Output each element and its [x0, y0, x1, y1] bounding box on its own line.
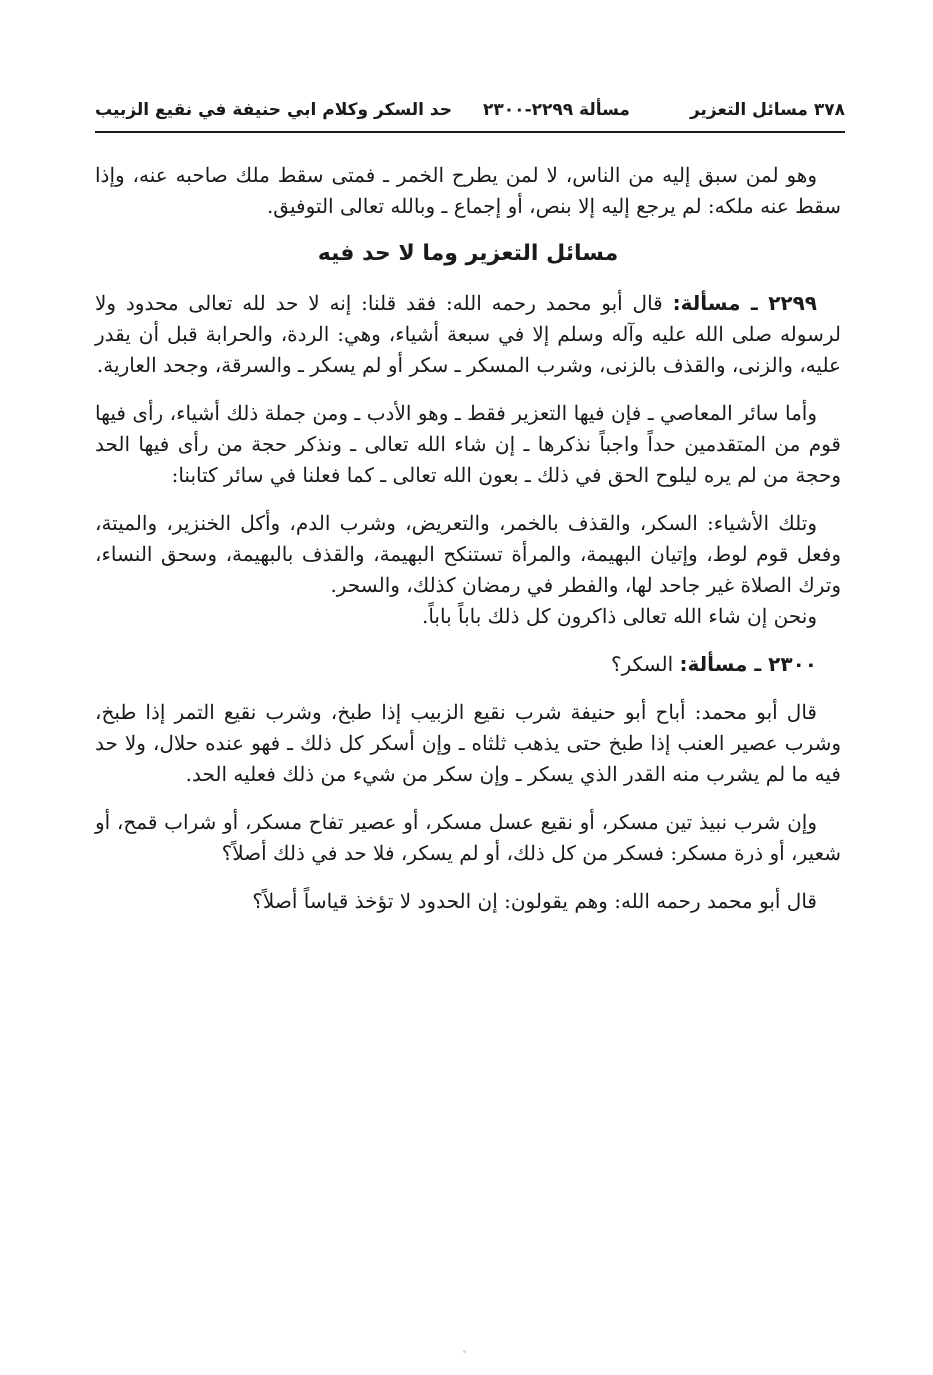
issue-label: ٢٢٩٩ ـ مسألة: [672, 291, 818, 315]
issue-paragraph [95, 649, 841, 680]
scan-speck [463, 1350, 466, 1353]
paragraph: وإن شرب نبيذ تين مسكر، أو نقيع عسل مسكر، أو عصير تفاح مسكر، أو شراب قمح، أو شعير، أو ذرة مسكر: فسكر من كل ذلك، أو لم يسكر، فلا حد في ذلك أصلاً؟ [95, 810, 841, 865]
topic-title: حد السكر وكلام ابي حنيفة في نقيع الزبيب [95, 99, 452, 120]
paragraph: وهو لمن سبق إليه من الناس، لا لمن يطرح الخمر ـ فمتى سقط ملك صاحبه عنه، وإذا سقط عنه ملكه: لم يرجع إليه إلا بنص، أو إجماع ـ وبالله تعالى التوفيق. [95, 163, 841, 218]
paragraph: قال أبو محمد: أباح أبو حنيفة شرب نقيع الزبيب إذا طبخ، وشرب نقيع التمر إذا طبخ، وشرب عصير العنب إذا طبخ حتى يذهب ثلثاه ـ وإن أسكر كل ذلك ـ فهو عنده حلال، ولا حد فيه ما لم يشرب منه القدر الذي يسكر ـ وإن سكر من شيء من ذلك فعليه الحد. [95, 700, 841, 786]
issue-label: ٢٣٠٠ ـ مسألة: [679, 652, 817, 676]
issue-text: قال أبو محمد رحمه الله: فقد قلنا: إنه لا حد لله تعالى محدود ولا لرسوله صلى الله عليه وآله وسلم إلا في سبعة أشياء، وهي: الردة، والحرابة قبل أن يقدر عليه، والزنى، والقذف بالزنى، وشرب المسكر ـ سكر أو لم يسكر ـ والسرقة، وجحد العارية. [95, 291, 841, 377]
page-number-and-section [689, 99, 845, 120]
issue-range: مسألة ٢٢٩٩-٢٣٠٠ [483, 99, 630, 120]
paragraph: قال أبو محمد رحمه الله: وهم يقولون: إن الحدود لا تؤخذ قياساً أصلاً؟ [252, 889, 817, 913]
header-right-group [483, 99, 845, 120]
issue-text: السكر؟ [610, 652, 674, 676]
paragraph: ونحن إن شاء الله تعالى ذاكرون كل ذلك باباً باباً. [421, 604, 817, 628]
issue-paragraph [95, 288, 841, 381]
section-heading: مسائل التعزير وما لا حد فيه [317, 241, 619, 266]
page-body [95, 160, 841, 917]
header-rule [95, 131, 845, 133]
paragraph: وتلك الأشياء: السكر، والقذف بالخمر، والتعريض، وشرب الدم، وأكل الخنزير، والميتة، وفعل قوم لوط، وإتيان البهيمة، والمرأة تستنكح البهيمة، والقذف بالبهيمة، وسحق النساء، وترك الصلاة غير جاحد لها، والفطر في رمضان كذلك، والسحر. [95, 511, 841, 597]
page-number: ٣٧٨ [813, 99, 845, 120]
section-title: مسائل التعزير [689, 99, 808, 120]
running-header [95, 92, 845, 128]
paragraph: وأما سائر المعاصي ـ فإن فيها التعزير فقط ـ وهو الأدب ـ ومن جملة ذلك أشياء، رأى فيها قوم من المتقدمين حداً واجباً نذكرها ـ إن شاء الله تعالى ـ ونذكر حجة من رأى فيها الحد وحجة من لم يره ليلوح الحق في ذلك ـ بعون الله تعالى ـ كما فعلنا في سائر كتابنا: [95, 401, 841, 487]
